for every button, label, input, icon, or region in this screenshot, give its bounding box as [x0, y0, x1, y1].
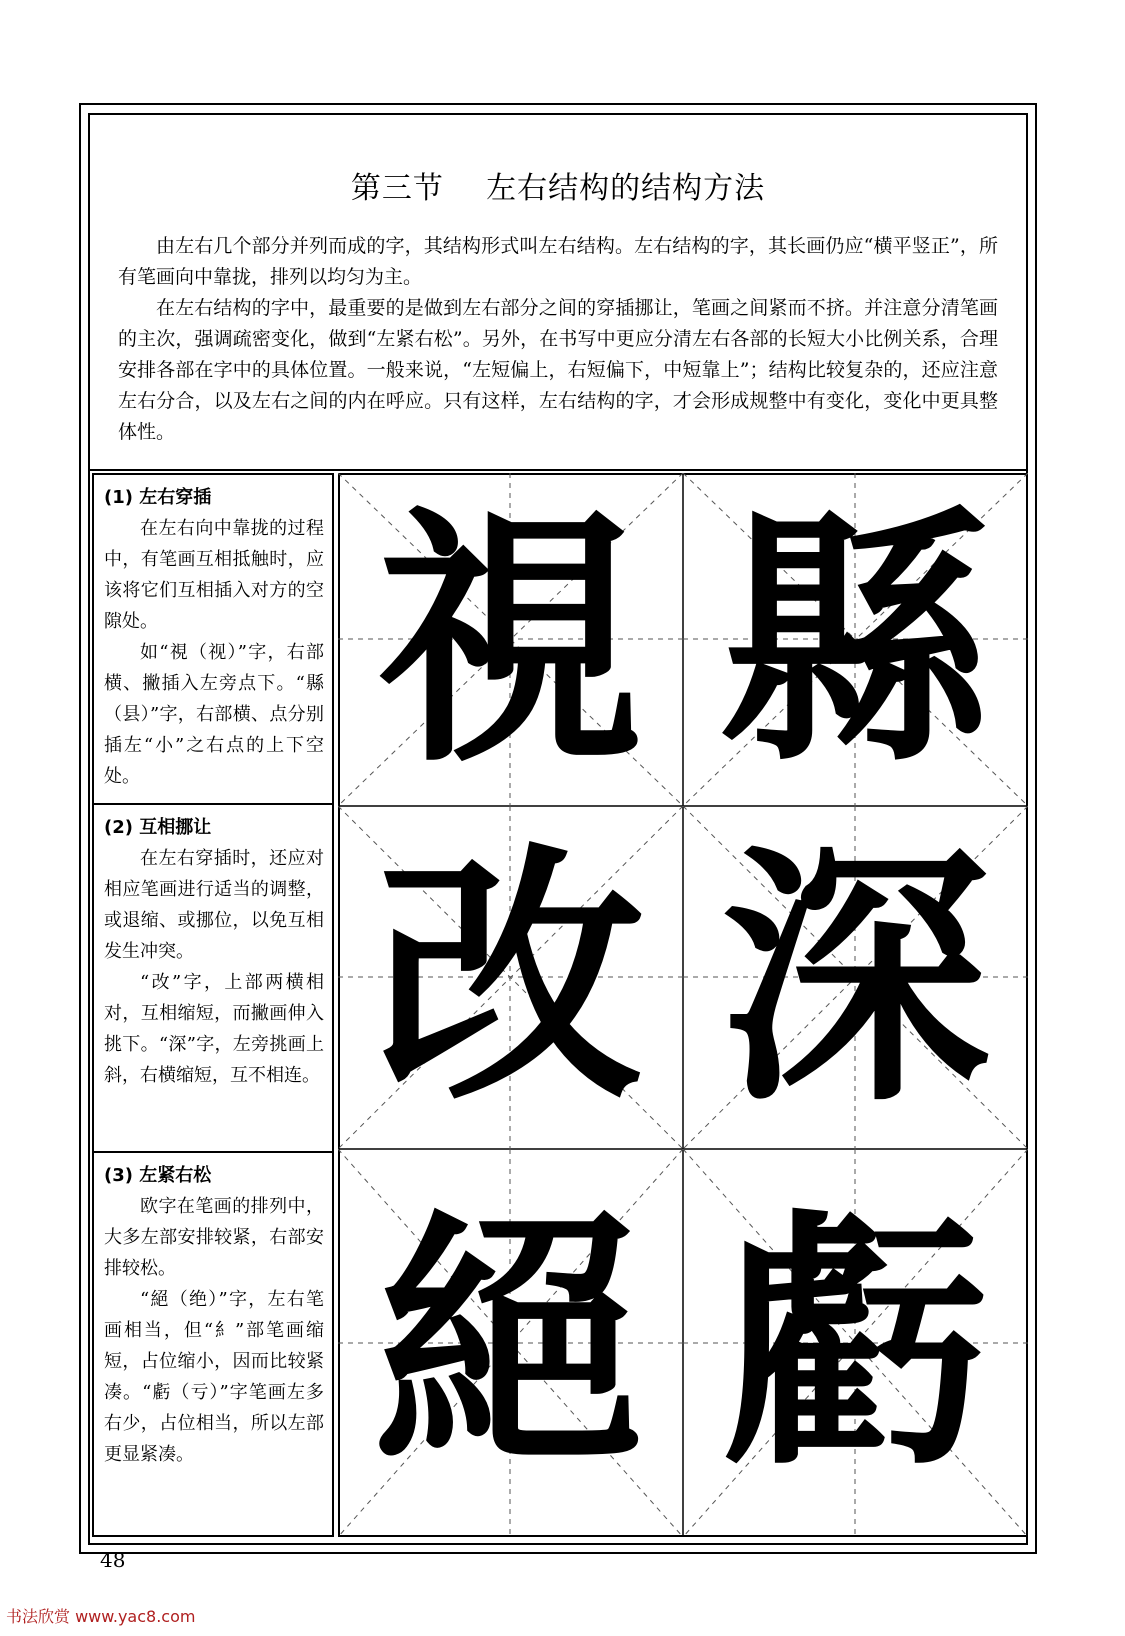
- character-shen: 深: [720, 818, 990, 1137]
- panel-heading: (2) 互相挪让: [104, 817, 212, 838]
- character-jue: 絕: [375, 1184, 645, 1502]
- panel-left-tight: [92, 1151, 334, 1537]
- panel-paragraph: 在左右向中靠拢的过程中，有笔画互相抵触时，应该将它们互相插入对方的空隙处。: [104, 518, 324, 632]
- panel-paragraph: 如“視（视）”字，右部横、撇插入左旁点下。“縣（县）”字，右部横、点分别插左“小”之右点的上下空处。: [104, 642, 324, 787]
- character-xian: 縣: [720, 480, 990, 799]
- panel-insertion: [92, 473, 334, 805]
- calligraphy-grid: [338, 473, 1028, 1537]
- intro-section: [88, 113, 1028, 471]
- panel-paragraph: 欧字在笔画的排列中，大多左部安排较紧，右部安排较松。: [104, 1196, 324, 1279]
- panel-heading: (1) 左右穿插: [104, 487, 212, 508]
- panel-paragraph: 在左右穿插时，还应对相应笔画进行适当的调整，或退缩、或挪位，以免互相发生冲突。: [104, 848, 324, 962]
- panel-paragraph: “改”字，上部两横相对，互相缩短，而撇画伸入挑下。“深”字，左旁挑画上斜，右横缩短，互不相连。: [104, 972, 324, 1086]
- explanation-column: [92, 473, 336, 1537]
- character-gai: 改: [375, 818, 645, 1137]
- page-number: 48: [100, 1548, 126, 1572]
- panel-heading: (3) 左紧右松: [104, 1165, 212, 1186]
- site-watermark: 书法欣赏 www.yac8.com: [6, 1607, 196, 1626]
- character-shi: 視: [375, 480, 645, 799]
- section-title: 第三节 左右结构的结构方法: [350, 171, 766, 206]
- intro-paragraph-1: 由左右几个部分并列而成的字，其结构形式叫左右结构。左右结构的字，其长画仍应“横平竖正”，所有笔画向中靠拢，排列以均匀为主。: [118, 235, 998, 288]
- panel-yielding: [92, 803, 334, 1153]
- panel-paragraph: “絕（绝）”字，左右笔画相当，但“糹”部笔画缩短，占位缩小，因而比较紧凑。“虧（亏）”字笔画左多右少，占位相当，所以左部更显紧凑。: [104, 1289, 324, 1465]
- character-kui: 虧: [720, 1184, 990, 1502]
- intro-paragraph-2: 在左右结构的字中，最重要的是做到左右部分之间的穿插挪让，笔画之间紧而不挤。并注意分清笔画的主次，强调疏密变化，做到“左紧右松”。另外，在书写中更应分清左右各部的长短大小比例关系，合理安排各部在字中的具体位置。一般来说，“左短偏上，右短偏下，中短靠上”；结构比较复杂的，还应注意左右分合，以及左右之间的内在呼应。只有这样，左右结构的字，才会形成规整中有变化，变化中更具整体性。: [118, 297, 998, 443]
- intro-text: [118, 231, 998, 448]
